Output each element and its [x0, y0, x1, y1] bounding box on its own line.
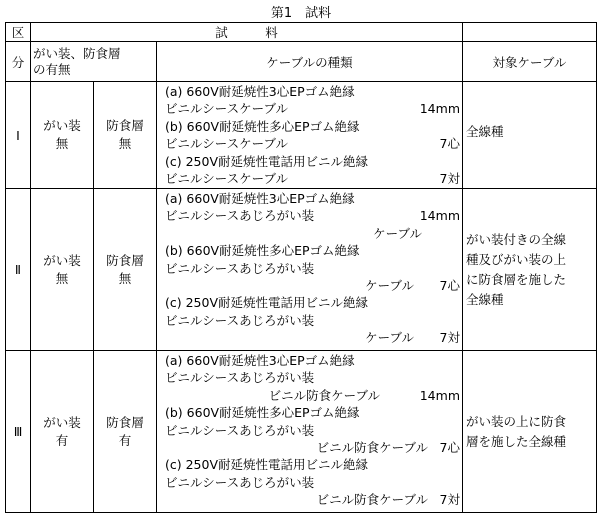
cable-line — [157, 294, 462, 311]
row-3-boshoku-line-2: 有 — [118, 432, 132, 448]
row-1-gaisou-line-1: がい装 — [43, 118, 81, 133]
cable-line-text: (a) 660V耐延焼性3心EPゴム絶縁 — [165, 353, 355, 368]
cable-spec: 7心 — [439, 277, 460, 293]
cable-line-tail: ビニル防食ケーブル — [316, 492, 428, 508]
row-2-gaisou — [31, 189, 94, 351]
cable-line — [157, 456, 462, 473]
row-2-target — [463, 189, 597, 351]
row-3-gaisou-line-2: 有 — [55, 432, 69, 448]
table-caption: 第1 試料 — [270, 6, 332, 21]
cable-line — [157, 352, 462, 369]
row-1-boshoku — [94, 82, 157, 189]
row-3-target — [463, 351, 597, 513]
cable-line — [157, 422, 462, 439]
row-2-boshoku — [94, 189, 157, 351]
row-2-gaisou-line-2: 無 — [55, 270, 69, 286]
header-kubun-top: 区 — [6, 23, 31, 42]
cable-spec: 7心 — [439, 136, 460, 152]
row-1-target-line-1: 全線種 — [466, 124, 504, 139]
cable-line-text: ビニルシースケーブル — [165, 170, 288, 186]
row-1-boshoku-line-1: 防食層 — [106, 118, 144, 133]
cable-spec: 14mm — [419, 101, 460, 117]
row-1-kubun: Ⅰ — [6, 82, 31, 189]
cable-line-text: ビニルシースあじろがい装 — [165, 260, 315, 276]
row-1-gaisou-line-2: 無 — [55, 136, 69, 151]
cable-line-text: ビニルシースあじろがい装 — [165, 312, 315, 328]
cable-line — [157, 439, 462, 456]
cable-line-tail: ビニル防食ケーブル — [316, 439, 428, 455]
cable-line-text: ビニルシースあじろがい装 — [165, 474, 315, 490]
header-gaisou-boshoku-line-2: の有無 — [33, 61, 71, 77]
row-3-boshoku-line-1: 防食層 — [106, 414, 144, 430]
cable-spec: 14mm — [419, 208, 460, 224]
cable-spec: 7対 — [439, 492, 460, 508]
cable-line — [157, 225, 462, 242]
cable-line-text: (c) 250V耐延焼性電話用ビニル絶縁 — [165, 153, 369, 169]
row-1-gaisou — [31, 82, 94, 189]
cable-line-text: (a) 660V耐延焼性3心EPゴム絶縁 — [165, 191, 355, 206]
cable-line — [157, 474, 462, 491]
row-3 — [6, 351, 597, 513]
header-gaisou-boshoku-line-1: がい装、防食層 — [33, 45, 121, 61]
header-row-2 — [6, 42, 597, 82]
row-3-boshoku — [94, 351, 157, 513]
row-2-boshoku-line-2: 無 — [118, 270, 132, 286]
cable-line — [157, 170, 462, 187]
cable-spec: 7対 — [439, 170, 460, 186]
cable-line — [157, 83, 462, 100]
row-1 — [6, 82, 597, 189]
row-1-target — [463, 82, 597, 189]
cable-spec: 14mm — [419, 387, 460, 403]
cable-line-text: (b) 660V耐延焼性多心EPゴム絶縁 — [165, 405, 360, 421]
cable-line-tail: ケーブル — [365, 277, 414, 293]
cable-line — [157, 190, 462, 207]
cable-line-text: ビニルシースケーブル — [165, 101, 288, 117]
cable-line — [157, 404, 462, 421]
cable-spec: 7対 — [439, 330, 460, 346]
cable-line — [157, 153, 462, 170]
row-1-cable-kinds — [157, 82, 463, 189]
cable-line — [157, 118, 462, 135]
row-3-kubun: Ⅲ — [6, 351, 31, 513]
header-shiryo: 試 料 — [31, 23, 463, 42]
header-kubun-bottom: 分 — [6, 42, 31, 82]
cable-line-text: ビニルシースあじろがい装 — [165, 370, 315, 386]
cable-line — [157, 369, 462, 386]
row-3-gaisou — [31, 351, 94, 513]
row-2-target-line-4: 全線種 — [466, 291, 504, 307]
specimen-table — [5, 22, 597, 513]
row-2-boshoku-line-1: 防食層 — [106, 252, 144, 268]
row-2-cable-kinds — [157, 189, 463, 351]
row-1-boshoku-line-2: 無 — [118, 136, 132, 151]
row-3-target-line-2: 層を施した全線種 — [466, 433, 567, 449]
cable-line — [157, 100, 462, 117]
cable-line-text: (b) 660V耐延焼性多心EPゴム絶縁 — [165, 243, 360, 259]
cable-line — [157, 135, 462, 152]
header-gaisou-boshoku — [31, 42, 157, 82]
header-row-1 — [6, 23, 597, 42]
cable-line — [157, 491, 462, 508]
cable-line-text: (c) 250V耐延焼性電話用ビニル絶縁 — [165, 457, 369, 473]
row-2-target-line-2: 種及びがい装の上 — [466, 251, 567, 267]
cable-line — [157, 312, 462, 329]
cable-line-text: (a) 660V耐延焼性3心EPゴム絶縁 — [165, 84, 355, 99]
row-2-gaisou-line-1: がい装 — [43, 252, 81, 268]
cable-line-text: ビニルシースケーブル — [165, 136, 288, 152]
cable-line-text: ビニルシースあじろがい装 — [165, 422, 315, 438]
row-2 — [6, 189, 597, 351]
cable-line-text: (c) 250V耐延焼性電話用ビニル絶縁 — [165, 295, 369, 311]
row-2-target-line-3: に防食層を施した — [466, 271, 567, 287]
cable-line — [157, 329, 462, 346]
row-3-target-line-1: がい装の上に防食 — [466, 413, 567, 429]
row-2-target-line-1: がい装付きの全線 — [466, 231, 567, 247]
cable-line-tail: ビニル防食ケーブル — [268, 387, 380, 403]
cable-line-tail: ケーブル — [373, 225, 422, 241]
cable-line-text: ビニルシースあじろがい装 — [165, 208, 315, 224]
row-3-gaisou-line-1: がい装 — [43, 414, 81, 430]
cable-spec: 7心 — [439, 439, 460, 455]
cable-line — [157, 207, 462, 224]
header-empty — [463, 23, 597, 42]
row-3-cable-kinds — [157, 351, 463, 513]
cable-line — [157, 260, 462, 277]
cable-line-tail: ケーブル — [365, 330, 414, 346]
header-cable-kind: ケーブルの種類 — [157, 42, 463, 82]
cable-line-text: (b) 660V耐延焼性多心EPゴム絶縁 — [165, 118, 360, 134]
cable-line — [157, 277, 462, 294]
cable-line — [157, 387, 462, 404]
header-target-cable: 対象ケーブル — [463, 42, 597, 82]
cable-line — [157, 242, 462, 259]
row-2-kubun: Ⅱ — [6, 189, 31, 351]
